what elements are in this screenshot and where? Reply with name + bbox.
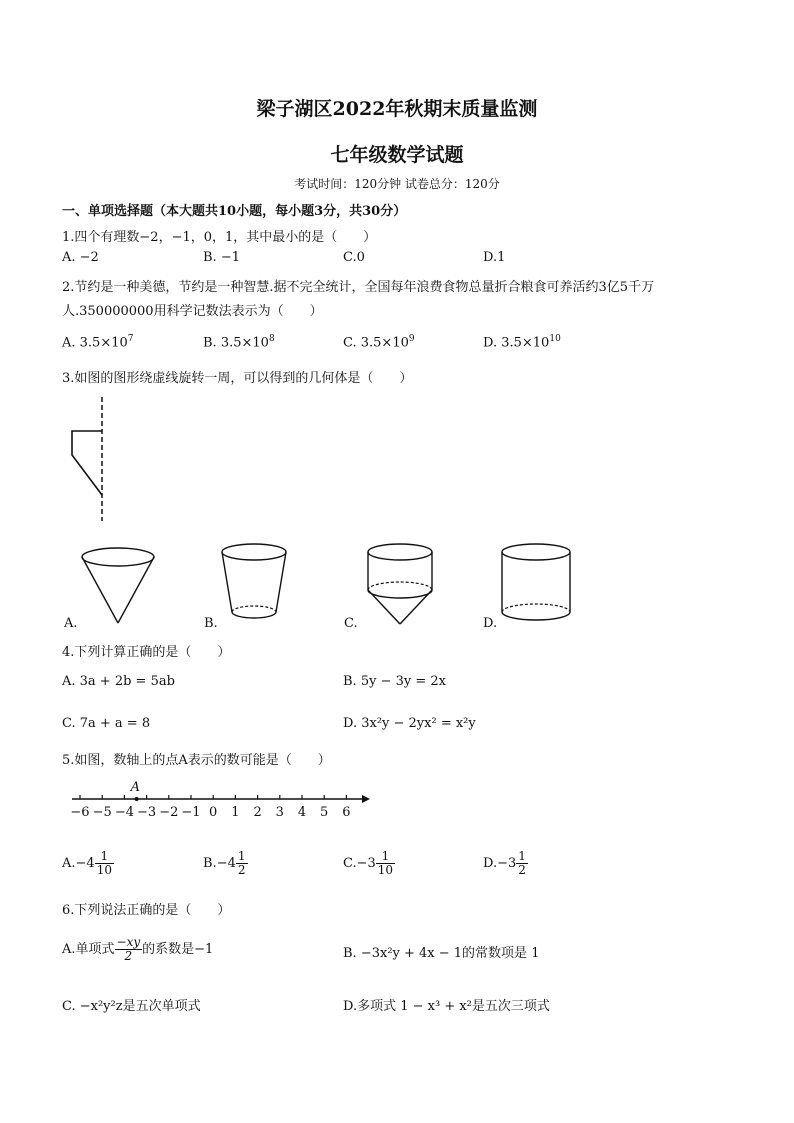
q5-option-c-label: C.: [343, 856, 357, 871]
q4-stem: 4.下列计算正确的是（ ）: [62, 645, 231, 660]
point-a-dot: [135, 797, 139, 801]
q6-option-a: [62, 936, 213, 963]
q5-option-c-den: 10: [377, 863, 394, 877]
q1-stem: 1.四个有理数−2，−1，0，1，其中最小的是（ ）: [62, 230, 377, 245]
q5-option-d-label: D.: [483, 856, 498, 871]
q5-option-b: [203, 850, 248, 877]
number-line-tick-label: 3: [275, 805, 284, 820]
q2-option-c-exp: 9: [408, 334, 415, 344]
exam-info: 考试时间：120分钟 试卷总分：120分: [294, 177, 500, 191]
number-line-tick-label: 6: [342, 805, 351, 820]
number-line-arrow-icon: [362, 795, 370, 803]
q5-option-b-num: 1: [237, 849, 246, 863]
q5-option-b-label: B.: [203, 856, 217, 871]
q5-option-a-den: 10: [96, 863, 112, 877]
q2-option-b: [203, 334, 275, 350]
q2-option-b-exp: 8: [268, 334, 275, 344]
number-line-tick-label: −5: [92, 805, 112, 820]
q5-option-a-label: A.: [62, 856, 76, 871]
number-line-tick-label: −1: [181, 805, 201, 820]
q2-option-c: [343, 334, 415, 350]
q2-option-d-base: D. 3.5×10: [483, 335, 550, 351]
number-line: [70, 776, 370, 820]
point-a-label: A: [130, 780, 141, 795]
q2-option-c-base: C. 3.5×10: [343, 335, 409, 351]
q2-option-d: [483, 334, 561, 350]
number-line-tick-label: −2: [159, 805, 179, 820]
exam-title: 梁子湖区2022年秋期末质量监测: [256, 98, 538, 120]
q1-option-d: D.1: [483, 250, 506, 265]
q2-option-a-exp: 7: [127, 334, 134, 344]
q5-option-d-num: 1: [518, 849, 526, 863]
exam-subtitle: 七年级数学试题: [330, 144, 464, 166]
q3-option-b-label: B.: [204, 616, 218, 631]
number-line-tick-label: 0: [209, 805, 218, 820]
q4-option-b: B. 5y − 3y = 2x: [343, 674, 446, 689]
number-line-tick-label: 2: [253, 805, 262, 820]
q6-option-a-post: 的系数是−1: [142, 942, 214, 957]
q3-option-d-cylinder: [498, 540, 588, 630]
q3-rotation-figure: [60, 395, 120, 525]
q4-option-d: D. 3x²y − 2yx² = x²y: [343, 716, 476, 731]
q6-option-a-pre: A.单项式: [62, 942, 115, 957]
q6-option-a-num: −xy: [116, 935, 141, 949]
q5-option-b-whole: −4: [216, 856, 236, 871]
q2-option-a: [62, 334, 134, 350]
q6-stem: 6.下列说法正确的是（ ）: [62, 903, 231, 918]
q3-option-c-cylinder-cone: [358, 540, 448, 630]
q5-option-c: [343, 850, 395, 877]
q3-stem: 3.如图的图形绕虚线旋转一周，可以得到的几何体是（ ）: [62, 371, 413, 386]
q2-option-a-base: A. 3.5×10: [62, 335, 128, 351]
q3-option-c-label: C.: [344, 616, 358, 631]
q6-option-b: B. −3x²y + 4x − 1的常数项是 1: [343, 946, 540, 961]
q2-stem-line2: 人.350000000用科学记数法表示为（ ）: [62, 304, 323, 319]
q5-stem: 5.如图，数轴上的点A表示的数可能是（ ）: [62, 753, 331, 768]
q6-option-a-den: 2: [124, 949, 133, 963]
q5-option-d-whole: −3: [497, 856, 517, 871]
q6-option-c: C. −x²y²z是五次单项式: [62, 999, 201, 1014]
number-line-tick-label: 1: [231, 805, 240, 820]
q1-option-a: A. −2: [62, 250, 99, 265]
q5-option-a: [62, 850, 114, 877]
q5-option-d-den: 2: [518, 863, 526, 877]
section-heading: 一、单项选择题（本大题共10小题，每小题3分，共30分）: [62, 204, 407, 219]
q3-option-b-frustum: [212, 540, 302, 630]
number-line-tick-label: 5: [320, 805, 329, 820]
q3-option-d-label: D.: [483, 616, 498, 631]
q1-option-b: B. −1: [203, 250, 240, 265]
q5-option-c-whole: −3: [356, 856, 376, 871]
q5-option-a-num: 1: [95, 850, 114, 864]
q5-option-a-whole: −4: [75, 856, 95, 871]
q2-option-d-exp: 10: [549, 334, 561, 344]
q3-option-a-label: A.: [64, 616, 78, 631]
number-line-tick-label: 4: [297, 805, 307, 820]
q5-option-c-num: 1: [376, 850, 395, 864]
q1-option-c: C.0: [343, 250, 365, 265]
number-line-tick-label: −6: [70, 805, 90, 820]
q6-option-d: D.多项式 1 − x³ + x²是五次三项式: [343, 999, 550, 1014]
q5-option-b-den: 2: [237, 863, 246, 877]
number-line-tick-label: −4: [114, 805, 134, 820]
q2-stem-line1: 2.节约是一种美德，节约是一种智慧.据不完全统计，全国每年浪费食物总量折合粮食可养活约3亿5千万: [62, 280, 655, 295]
q5-option-d: [483, 850, 528, 877]
number-line-tick-label: −3: [137, 805, 157, 820]
q2-option-b-base: B. 3.5×10: [203, 335, 269, 351]
q4-option-a: A. 3a + 2b = 5ab: [62, 674, 175, 689]
q4-option-c: C. 7a + a = 8: [62, 716, 151, 731]
